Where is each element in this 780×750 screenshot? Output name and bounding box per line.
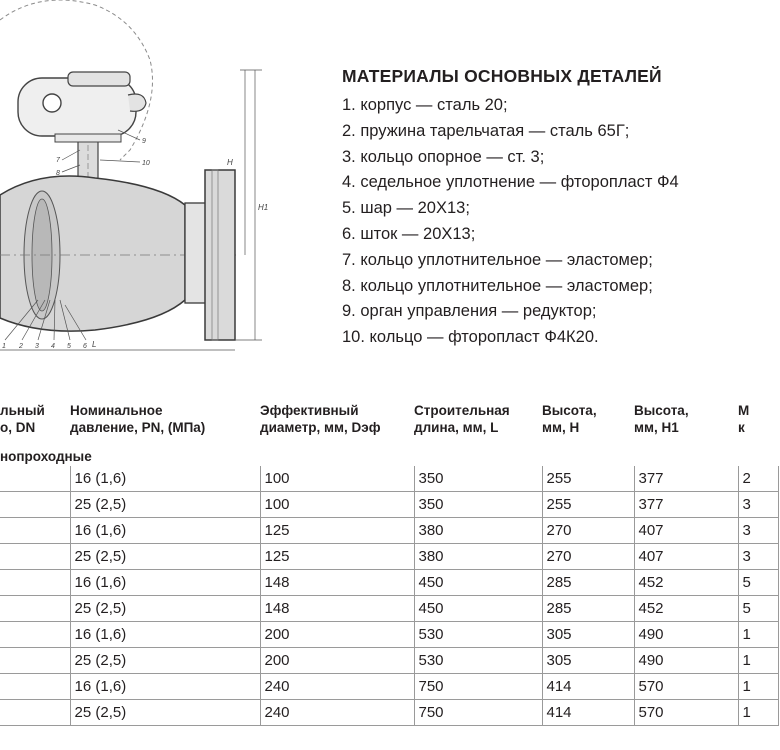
table-cell: 100: [260, 466, 414, 492]
materials-title: МАТЕРИАЛЫ ОСНОВНЫХ ДЕТАЛЕЙ: [342, 66, 662, 86]
table-cell: 125: [260, 518, 414, 544]
header-length-line1: Строительная: [414, 403, 510, 418]
table-row: [0, 570, 778, 596]
table-cell: 452: [634, 570, 738, 596]
materials-item: 6. шток — 20Х13;: [342, 224, 476, 243]
table-cell: 3: [738, 518, 778, 544]
header-mass-line2: к: [738, 420, 745, 435]
header-height-h-line1: Высота,: [542, 403, 597, 418]
table-cell: 285: [542, 596, 634, 622]
table-cell: 25 (2,5): [70, 700, 260, 726]
spec-table-wrapper: [0, 398, 780, 726]
materials-item: 10. кольцо — фторопласт Ф4К20.: [342, 328, 599, 347]
table-cell: 1: [738, 622, 778, 648]
group-label: нопроходные: [0, 448, 92, 464]
table-cell: 25 (2,5): [70, 648, 260, 674]
table-cell: [0, 622, 70, 648]
table-cell: 750: [414, 674, 542, 700]
materials-list: [342, 93, 762, 351]
table-cell: 148: [260, 596, 414, 622]
handle: [128, 94, 146, 111]
gearbox: [18, 78, 136, 136]
table-cell: 125: [260, 544, 414, 570]
table-cell: 240: [260, 700, 414, 726]
table-cell: [0, 466, 70, 492]
table-row: [0, 544, 778, 570]
table-cell: 3: [738, 544, 778, 570]
materials-item: 7. кольцо уплотнительное — эластомер;: [342, 250, 653, 269]
gearbox-shaft: [43, 94, 61, 112]
table-cell: 750: [414, 700, 542, 726]
table-cell: 16 (1,6): [70, 674, 260, 700]
table-cell: 1: [738, 700, 778, 726]
flange: [205, 170, 235, 340]
header-height-h1-line2: мм, H1: [634, 420, 679, 435]
table-header-row: [0, 398, 778, 446]
table-cell: 490: [634, 622, 738, 648]
table-cell: [0, 518, 70, 544]
header-dn-line1: льный: [0, 403, 45, 418]
table-cell: [0, 544, 70, 570]
table-cell: 490: [634, 648, 738, 674]
header-deff-line2: диаметр, мм, Dэф: [260, 420, 381, 435]
table-cell: 570: [634, 700, 738, 726]
table-cell: 25 (2,5): [70, 492, 260, 518]
header-height-h1: [634, 398, 738, 446]
table-cell: 16 (1,6): [70, 518, 260, 544]
header-pn-line1: Номинальное: [70, 403, 163, 418]
callout-9: 9: [142, 138, 146, 145]
table-cell: 305: [542, 622, 634, 648]
table-cell: 450: [414, 570, 542, 596]
table-cell: 25 (2,5): [70, 596, 260, 622]
spec-table: [0, 398, 779, 726]
table-cell: 1: [738, 674, 778, 700]
table-cell: 270: [542, 518, 634, 544]
header-dn-line2: о, DN: [0, 420, 36, 435]
header-length-line2: длина, мм, L: [414, 420, 499, 435]
materials-item: 4. седельное уплотнение — фторопласт Ф4: [342, 173, 679, 192]
table-cell: 16 (1,6): [70, 622, 260, 648]
header-pn-line2: давление, PN, (МПа): [70, 420, 206, 435]
callout-3: 3: [35, 343, 39, 350]
table-cell: 350: [414, 466, 542, 492]
table-cell: 407: [634, 544, 738, 570]
valve-drawing: [0, 0, 330, 355]
table-cell: 255: [542, 492, 634, 518]
callout-4: 4: [51, 343, 55, 350]
table-cell: 5: [738, 596, 778, 622]
table-cell: 350: [414, 492, 542, 518]
header-height-h1-line1: Высота,: [634, 403, 689, 418]
table-cell: 377: [634, 466, 738, 492]
callout-6: 6: [83, 343, 87, 350]
table-cell: 270: [542, 544, 634, 570]
callout-10: 10: [142, 160, 150, 167]
header-height-h-line2: мм, H: [542, 420, 580, 435]
header-mass-line1: М: [738, 403, 750, 418]
table-cell: 255: [542, 466, 634, 492]
header-mass: [738, 398, 778, 446]
table-cell: 452: [634, 596, 738, 622]
materials-section: [342, 66, 762, 351]
table-cell: 530: [414, 622, 542, 648]
header-length: [414, 398, 542, 446]
table-cell: 450: [414, 596, 542, 622]
callout-5: 5: [67, 343, 71, 350]
materials-item: 1. корпус — сталь 20;: [342, 96, 508, 114]
materials-item: 3. кольцо опорное — ст. 3;: [342, 147, 545, 166]
table-cell: 407: [634, 518, 738, 544]
callout-7: 7: [56, 157, 60, 164]
table-cell: [0, 648, 70, 674]
table-cell: [0, 492, 70, 518]
header-height-h: [542, 398, 634, 446]
header-dn: [0, 398, 70, 446]
table-cell: 16 (1,6): [70, 570, 260, 596]
dim-h: H: [227, 158, 233, 167]
table-cell: 414: [542, 674, 634, 700]
table-cell: 240: [260, 674, 414, 700]
table-cell: 200: [260, 622, 414, 648]
table-row: [0, 674, 778, 700]
table-cell: 377: [634, 492, 738, 518]
table-cell: 380: [414, 518, 542, 544]
table-cell: 1: [738, 648, 778, 674]
callout-8: 8: [56, 170, 60, 177]
table-row: [0, 700, 778, 726]
table-cell: 305: [542, 648, 634, 674]
table-row: [0, 518, 778, 544]
table-cell: 285: [542, 570, 634, 596]
table-cell: 5: [738, 570, 778, 596]
table-group-row: [0, 446, 778, 466]
table-cell: 530: [414, 648, 542, 674]
table-row: [0, 492, 778, 518]
table-cell: 200: [260, 648, 414, 674]
header-pn: [70, 398, 260, 446]
materials-item: 8. кольцо уплотнительное — эластомер;: [342, 276, 653, 295]
table-cell: 570: [634, 674, 738, 700]
table-row: [0, 596, 778, 622]
table-cell: 3: [738, 492, 778, 518]
materials-item: 9. орган управления — редуктор;: [342, 302, 597, 321]
table-row: [0, 622, 778, 648]
dim-l: L: [92, 340, 97, 349]
table-row: [0, 466, 778, 492]
table-cell: 380: [414, 544, 542, 570]
table-cell: [0, 700, 70, 726]
header-deff-line1: Эффективный: [260, 403, 359, 418]
table-cell: 25 (2,5): [70, 544, 260, 570]
table-cell: [0, 674, 70, 700]
table-cell: 16 (1,6): [70, 466, 260, 492]
table-cell: 148: [260, 570, 414, 596]
table-row: [0, 648, 778, 674]
table-cell: 2: [738, 466, 778, 492]
table-cell: [0, 596, 70, 622]
table-cell: [0, 570, 70, 596]
header-deff: [260, 398, 414, 446]
materials-item: 5. шар — 20Х13;: [342, 199, 470, 218]
table-cell: 100: [260, 492, 414, 518]
callout-2: 2: [19, 343, 23, 350]
gearbox-cover: [68, 72, 130, 86]
table-cell: 414: [542, 700, 634, 726]
dim-h1: H1: [258, 203, 269, 212]
materials-item: 2. пружина тарельчатая — сталь 65Г;: [342, 121, 630, 140]
callout-1: 1: [2, 343, 6, 350]
